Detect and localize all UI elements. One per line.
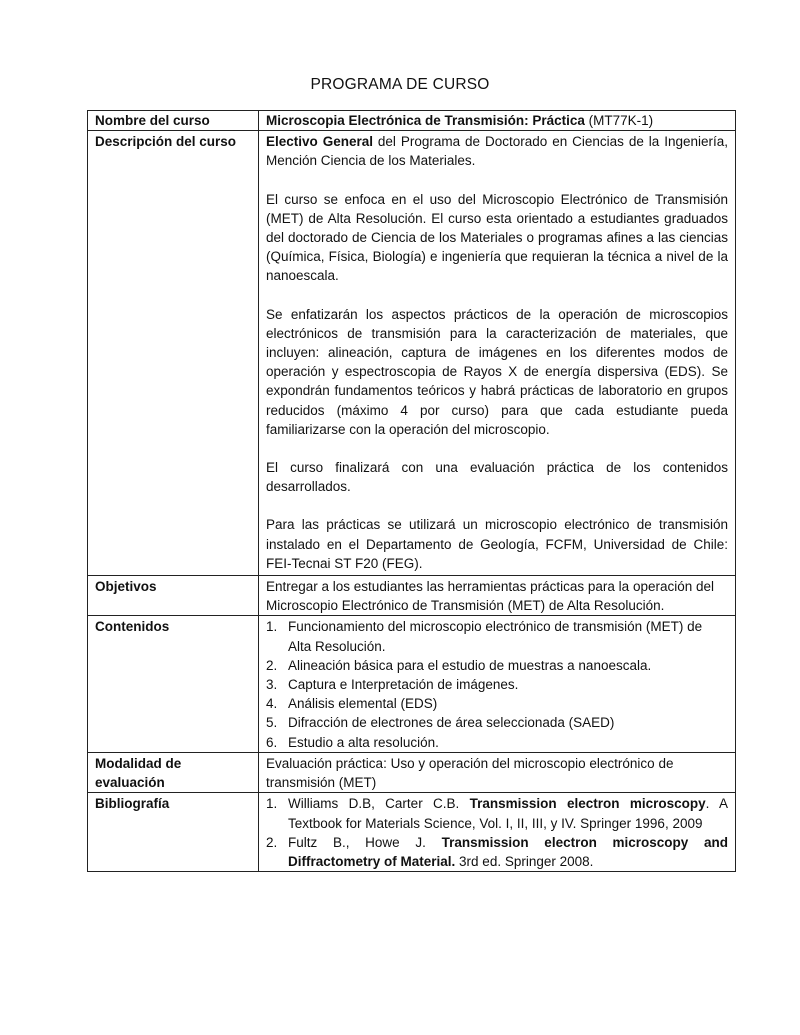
list-item xyxy=(266,713,728,732)
list-item xyxy=(266,617,728,655)
list-item-number: 4. xyxy=(266,696,278,712)
course-name: Microscopia Electrónica de Transmisión: Práctica xyxy=(266,113,585,128)
description-paragraph-3: Se enfatizarán los aspectos prácticos de la operación de microscopios electrónicos de transmisión para la caracterización de materiales, que incluyen: alineación, captura de imágenes en los diferentes modos de operación y espectroscopia de Rayos X de energía dispersiva (EDS). Se expondrán fundamentos teóricos y habrá prácticas de laboratorio en grupos reducidos (máximo 4 por curso) para que cada estudiante pueda familiarizarse con la operación del microscopio. xyxy=(266,306,728,437)
list-item-text: Difracción de electrones de área seleccionada (SAED) xyxy=(288,715,615,731)
evaluacion-text: Evaluación práctica: Uso y operación del microscopio electrónico de transmisión (MET) xyxy=(259,752,736,792)
label-nombre: Nombre del curso xyxy=(88,111,259,131)
label-bibliografia: Bibliografía xyxy=(88,793,259,872)
page-title: PROGRAMA DE CURSO xyxy=(310,76,490,93)
list-item xyxy=(266,833,728,871)
list-item xyxy=(266,794,728,832)
list-item-number: 2. xyxy=(266,657,278,673)
reference-details: . A Textbook for Materials Science, Vol. I, II, III, y IV. Springer 1996, 2009 xyxy=(288,796,728,831)
list-item-text: Análisis elemental (EDS) xyxy=(288,696,438,712)
label-contenidos: Contenidos xyxy=(88,616,259,752)
list-item-number: 5. xyxy=(266,715,278,731)
list-item-number: 3. xyxy=(266,677,278,693)
label-evaluacion: Modalidad de evaluación xyxy=(88,752,259,792)
bibliografia-list xyxy=(266,794,728,871)
contenidos-list xyxy=(266,617,728,751)
reference-text xyxy=(288,794,728,832)
description-paragraph-2: El curso se enfoca en el uso del Microscopio Electrónico de Transmisión (MET) de Alta Resolución. El curso esta orientado a estudiantes graduados del doctorado de Ciencia de los Materiales o programas afines a las ciencias (Química, Física, Biología) e ingeniería que requieran la técnica a nivel de la nanoescala. xyxy=(266,191,728,284)
list-item-number: 1. xyxy=(266,619,278,635)
course-code: (MT77K-1) xyxy=(584,113,654,128)
contenidos-cell xyxy=(259,616,736,752)
list-item xyxy=(266,675,728,694)
list-item xyxy=(266,733,728,752)
objetivos-text: Entregar a los estudiantes las herramientas prácticas para la operación del Microscopio Electrónico de Transmisión (MET) de Alta Resolución. xyxy=(259,576,736,616)
description-paragraph-4: El curso finalizará con una evaluación práctica de los contenidos desarrollados. xyxy=(266,460,728,495)
reference-title: Transmission electron microscopy xyxy=(469,796,706,812)
list-item-text: Funcionamiento del microscopio electrónico de transmisión (MET) de Alta Resolución. xyxy=(288,619,703,654)
table-row-descripcion xyxy=(88,131,736,576)
list-item-text: Captura e Interpretación de imágenes. xyxy=(288,677,519,693)
description-paragraph-5: Para las prácticas se utilizará un microscopio electrónico de transmisión instalado en el Departamento de Geología, FCFM, Universidad de Chile: FEI-Tecnai ST F20 (FEG). xyxy=(266,517,728,571)
list-item xyxy=(266,656,728,675)
label-objetivos: Objetivos xyxy=(88,576,259,616)
list-item-text: Alineación básica para el estudio de muestras a nanoescala. xyxy=(288,657,652,673)
description-p1-text: del Programa de Doctorado en Ciencias de la Ingeniería, Mención Ciencia de los Materiales. xyxy=(266,134,728,169)
label-descripcion: Descripción del curso xyxy=(88,131,259,576)
table-row-contenidos xyxy=(88,616,736,752)
reference-authors: Williams D.B, Carter C.B. xyxy=(288,796,470,812)
list-item-number: 1. xyxy=(266,796,278,812)
reference-authors: Fultz B., Howe J. xyxy=(288,834,442,850)
table-row-evaluacion xyxy=(88,752,736,792)
reference-details: 3rd ed. Springer 2008. xyxy=(455,853,594,869)
list-item-number: 2. xyxy=(266,834,278,850)
description-cell xyxy=(259,131,736,576)
reference-text xyxy=(288,833,728,871)
list-item-number: 6. xyxy=(266,734,278,750)
list-item xyxy=(266,694,728,713)
course-name-cell xyxy=(259,111,736,131)
description-paragraph-1 xyxy=(266,132,728,170)
elective-type: Electivo General xyxy=(266,134,373,150)
bibliografia-cell xyxy=(259,793,736,872)
table-row-nombre xyxy=(88,111,736,131)
reference-title: Transmission electron microscopy and Diffractometry of Material. xyxy=(288,834,728,869)
table-row-objetivos xyxy=(88,576,736,616)
table-row-bibliografia xyxy=(88,793,736,872)
list-item-text: Estudio a alta resolución. xyxy=(288,734,439,750)
course-table xyxy=(87,110,736,872)
